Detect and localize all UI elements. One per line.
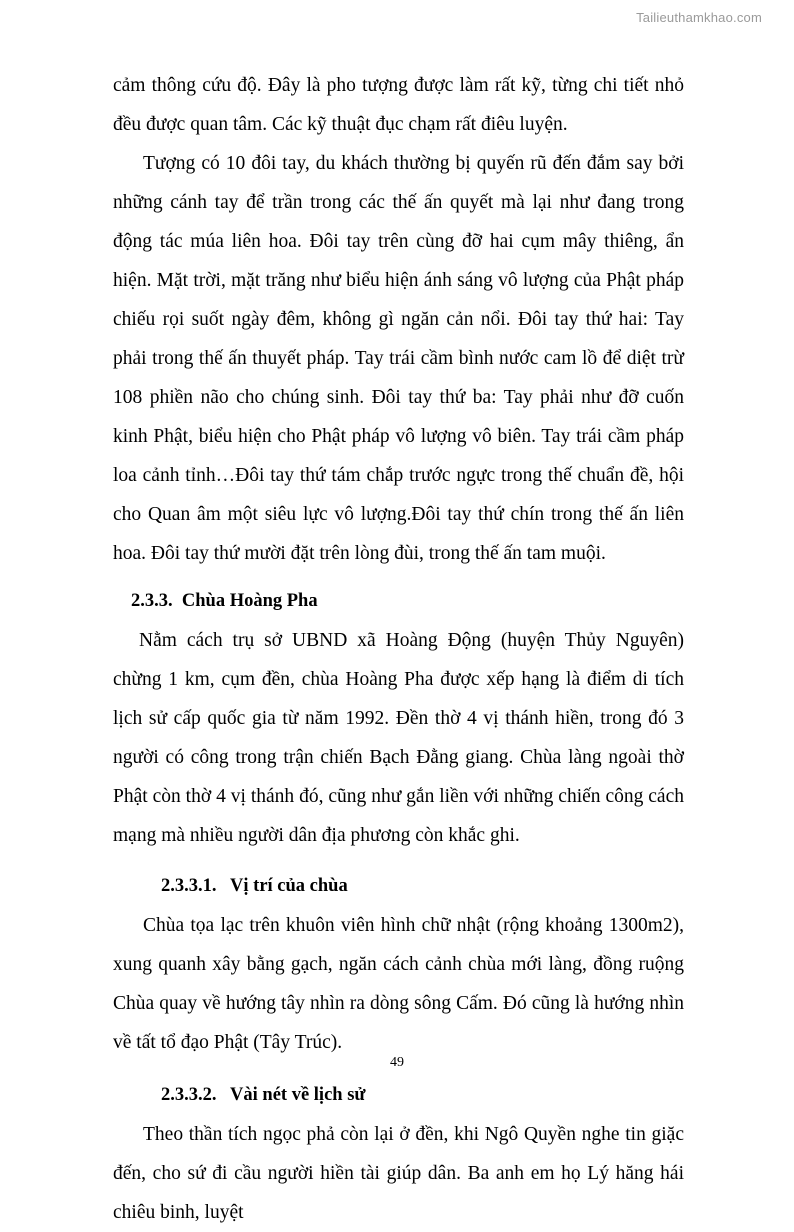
paragraph-statue-hands: Tượng có 10 đôi tay, du khách thường bị quyến rũ đến đắm say bởi những cánh tay để trần trong các thế ấn quyết mà lại như đang trong động tác múa liên hoa. Đôi tay trên cùng đỡ hai cụm mây thiêng, ẩn hiện. Mặt trời, mặt trăng như biểu hiện ánh sáng vô lượng của Phật pháp chiếu rọi suốt ngày đêm, không gì ngăn cản nổi. Đôi tay thứ hai: Tay phải trong thế ấn thuyết pháp. Tay trái cầm bình nước cam lồ để diệt trừ 108 phiền não cho chúng sinh. Đôi tay thứ ba: Tay phải như đỡ cuốn kinh Phật, biểu hiện cho Phật pháp vô lượng vô biên. Tay trái cầm pháp loa cảnh tỉnh…Đôi tay thứ tám chắp trước ngực trong thế chuẩn đề, hội cho Quan âm một siêu lực vô lượng.Đôi tay thứ chín trong thế ấn liên hoa. Đôi tay thứ mười đặt trên lòng đùi, trong thế ấn tam muội. [113, 153, 684, 564]
paragraph-hoang-pha-intro: Nằm cách trụ sở UBND xã Hoàng Động (huyện Thủy Nguyên) chừng 1 km, cụm đền, chùa Hoàng Pha được xếp hạng là điểm di tích lịch sử cấp quốc gia từ năm 1992. Đền thờ 4 vị thánh hiền, trong đó 3 người có công trong trận chiến Bạch Đằng giang. Chùa làng ngoài thờ Phật còn thờ 4 vị thánh đó, cũng như gắn liền với những chiến công cách mạng mà nhiều người dân địa phương còn khắc ghi. [113, 630, 684, 846]
heading-2-3-3-2: 2.3.3.2. Vài nét về lịch sử [161, 1085, 366, 1105]
heading-2-3-3: 2.3.3. Chùa Hoàng Pha [131, 591, 318, 611]
watermark-label: Tailieuthamkhao.com [636, 10, 762, 25]
spacer [113, 855, 684, 867]
heading-2-3-3-1: 2.3.3.1. Vị trí của chùa [161, 876, 348, 896]
paragraph-history: Theo thần tích ngọc phả còn lại ở đền, khi Ngô Quyền nghe tin giặc đến, cho sứ đi cầu người hiền tài giúp dân. Ba anh em họ Lý hăng hái chiêu binh, luyệt [113, 1124, 684, 1223]
spacer [113, 573, 684, 582]
paragraph-continuation: cảm thông cứu độ. Đây là pho tượng được làm rất kỹ, từng chi tiết nhỏ đều được quan tâm. Các kỹ thuật đục chạm rất điêu luyện. [113, 75, 684, 135]
page-number: 49 [390, 1055, 404, 1070]
paragraph-location: Chùa tọa lạc trên khuôn viên hình chữ nhật (rộng khoảng 1300m2), xung quanh xây bằng gạch, ngăn cách cảnh chùa mới làng, đồng ruộng Chùa quay về hướng tây nhìn ra dòng sông Cấm. Đó cũng là hướng nhìn về tất tổ đạo Phật (Tây Trúc). [113, 915, 684, 1053]
